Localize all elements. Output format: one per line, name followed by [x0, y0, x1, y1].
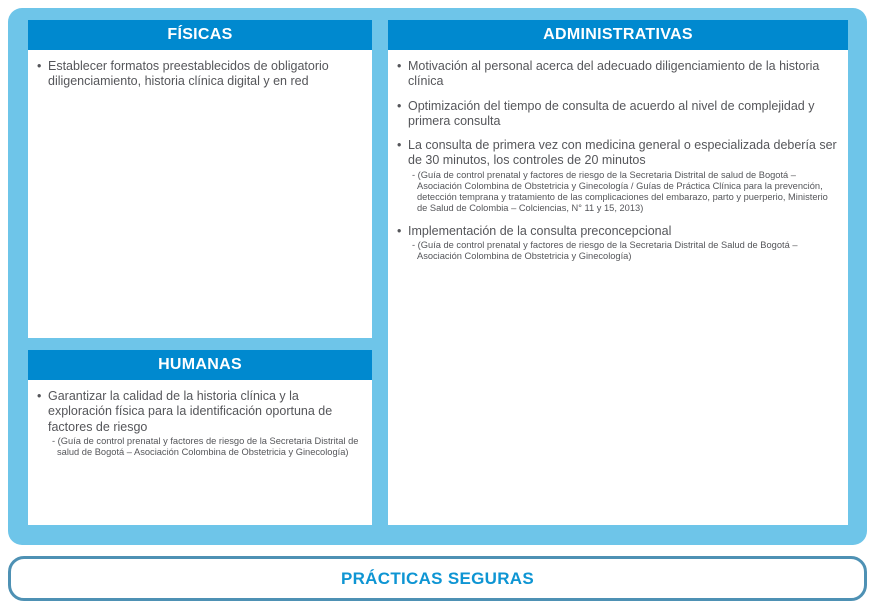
panel-fisicas-body — [28, 50, 372, 105]
panel-humanas-title: HUMANAS — [158, 356, 242, 373]
light-blue-container — [8, 8, 867, 545]
panel-humanas-body — [28, 380, 372, 473]
citation-note: - (Guía de control prenatal y factores de riesgo de la Secretaria Distrital de salud de Bogotá – Asociación Colombina de Obstetricia y Ginecología) — [52, 435, 359, 458]
panel-administrativas-header — [388, 20, 848, 50]
bullet-item — [37, 59, 362, 90]
bullet-item — [397, 224, 838, 263]
bullet-marker — [37, 389, 48, 458]
bullet-marker — [397, 99, 408, 130]
practices-banner — [8, 556, 867, 601]
panel-administrativas-body — [388, 50, 848, 278]
bullet-marker — [397, 59, 408, 90]
bullet-item — [397, 99, 838, 130]
bullet-item — [397, 138, 838, 215]
bullet-marker — [397, 138, 408, 215]
bullet-item — [37, 389, 362, 458]
panel-humanas — [28, 350, 372, 525]
citation-note: - (Guía de control prenatal y factores de riesgo de la Secretaria Distrital de Salud de Bogotá – Asociación Colombina de Obstetricia y Ginecología) — [412, 240, 798, 262]
bullet-text: Optimización del tiempo de consulta de acuerdo al nivel de complejidad y primera consulta — [408, 98, 815, 128]
panel-fisicas — [28, 20, 372, 338]
bullet-text: Garantizar la calidad de la historia clínica y la exploración física para la identificación oportuna de factores de riesgo — [48, 389, 333, 434]
practices-banner-title: PRÁCTICAS SEGURAS — [340, 568, 535, 588]
bullet-marker — [397, 224, 408, 263]
bullet-marker — [37, 59, 48, 90]
bullet-item — [397, 59, 838, 90]
panel-administrativas — [388, 20, 848, 525]
panel-fisicas-title: FÍSICAS — [167, 26, 233, 43]
bullet-text: Establecer formatos preestablecidos de obligatorio diligenciamiento, historia clínica digital y en red — [48, 59, 329, 89]
bullet-text: Implementación de la consulta preconcepcional — [408, 223, 672, 238]
panel-administrativas-title: ADMINISTRATIVAS — [543, 26, 693, 43]
bullet-text: Motivación al personal acerca del adecuado diligenciamiento de la historia clínica — [408, 59, 820, 89]
panel-humanas-header — [28, 350, 372, 380]
bullet-text: La consulta de primera vez con medicina general o especializada debería ser de 30 minutos, los controles de 20 minutos — [408, 138, 837, 168]
panel-fisicas-header — [28, 20, 372, 50]
citation-note: - (Guía de control prenatal y factores de riesgo de la Secretaria Distrital de salud de Bogotá – Asociación Colombina de Obstetricia y Ginecología / Guías de Práctica Clínica para la prevención, detección temprana y tratamiento de las complicaciones del embarazo, parto y puerperio, Ministerio de Salud de Colombia – Colciencias, N° 11 y 15, 2013) — [412, 169, 828, 214]
